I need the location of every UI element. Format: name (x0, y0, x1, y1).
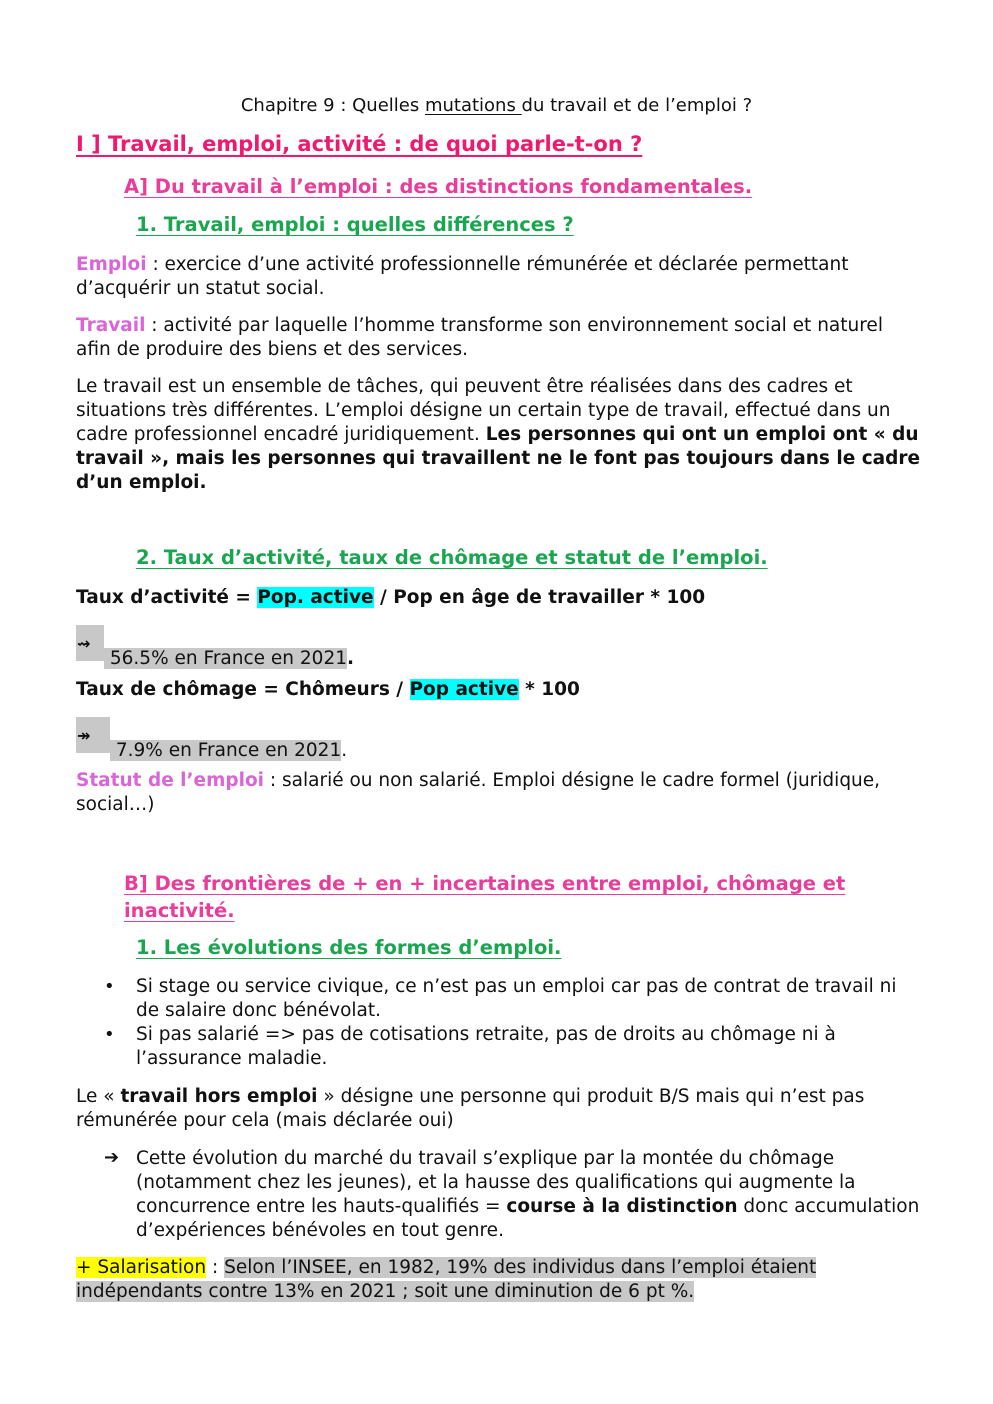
result-activity-rate: ⇝ 56.5% en France en 2021. (76, 636, 354, 672)
highlight-salarisation: + Salarisation (76, 1257, 207, 1278)
section-a-heading: A] Du travail à l’emploi : des distinctions fondamentales. (124, 175, 753, 198)
bullet-icon: • (104, 1024, 115, 1045)
definition-travail: Travail : activité par laquelle l’homme transforme son environnement social et naturel afin de produire des biens et des services. (76, 315, 883, 360)
travail-emploi-paragraph: Le travail est un ensemble de tâches, qui peuvent être réalisées dans des cadres et situations très différentes. L’emploi désigne un certain type de travail, effectué dans un cadre professionnel encadré juridiquement. Les personnes qui ont un emploi ont « du travail », mais les personnes qui travaillent ne le font pas toujours dans le cadre d’un emploi. (76, 376, 921, 493)
term-statut: Statut de l’emploi (76, 770, 265, 791)
result-unemployment-rate: ↠ 7.9% en France en 2021. (76, 728, 347, 764)
list-item: Si stage ou service civique, ce n’est pas un emploi car pas de contrat de travail ni de salaire donc bénévolat. (136, 976, 897, 1021)
subsection-2-heading: 2. Taux d’activité, taux de chômage et statut de l’emploi. (136, 546, 768, 569)
subsection-3-heading: 1. Les évolutions des formes d’emploi. (136, 936, 562, 959)
formula-activity-rate: Taux d’activité = Pop. active / Pop en âge de travailler * 100 (76, 587, 706, 608)
travail-hors-emploi-paragraph: Le « travail hors emploi » désigne une personne qui produit B/S mais qui n’est pas rémunérée pour cela (mais déclarée oui) (76, 1086, 865, 1131)
bullet-icon: • (104, 976, 115, 997)
term-travail: Travail (76, 315, 146, 336)
section-b-heading: B] Des frontières de + en + incertaines entre emploi, chômage et inactivité. (124, 872, 846, 922)
highlight-pop-active: Pop. active (257, 587, 374, 608)
salarisation-paragraph: + Salarisation : Selon l’INSEE, en 1982, 19% des individus dans l’emploi étaient indépendants contre 13% en 2021 ; soit une diminution de 6 pt %. (76, 1257, 817, 1302)
list-item: Si pas salarié => pas de cotisations retraite, pas de droits au chômage ni à l’assurance maladie. (136, 1024, 836, 1069)
formula-unemployment-rate: Taux de chômage = Chômeurs / Pop active * 100 (76, 679, 580, 700)
squiggle-arrow-icon: ⇝ (76, 625, 104, 661)
evolution-paragraph: Cette évolution du marché du travail s’explique par la montée du chômage (notamment chez les jeunes), et la hausse des qualifications qui augmente la concurrence entre les hauts-qualifiés = course à la distinction donc accumulation d’expériences bénévoles en tout genre. (136, 1148, 920, 1241)
term-emploi: Emploi (76, 254, 147, 275)
right-arrow-icon: ➔ (104, 1147, 120, 1168)
definition-emploi: Emploi : exercice d’une activité professionnelle rémunérée et déclarée permettant d’acquérir un statut social. (76, 254, 849, 299)
definition-statut: Statut de l’emploi : salarié ou non salarié. Emploi désigne le cadre formel (juridique, social…) (76, 770, 881, 815)
double-arrow-icon: ↠ (76, 717, 110, 753)
subsection-1-heading: 1. Travail, emploi : quelles différences ? (136, 213, 574, 236)
chapter-title: Chapitre 9 : Quelles mutations du travail et de l’emploi ? (240, 95, 753, 116)
part-heading: I ] Travail, emploi, activité : de quoi parle-t-on ? (76, 132, 643, 156)
highlight-pop-active: Pop active (409, 679, 519, 700)
